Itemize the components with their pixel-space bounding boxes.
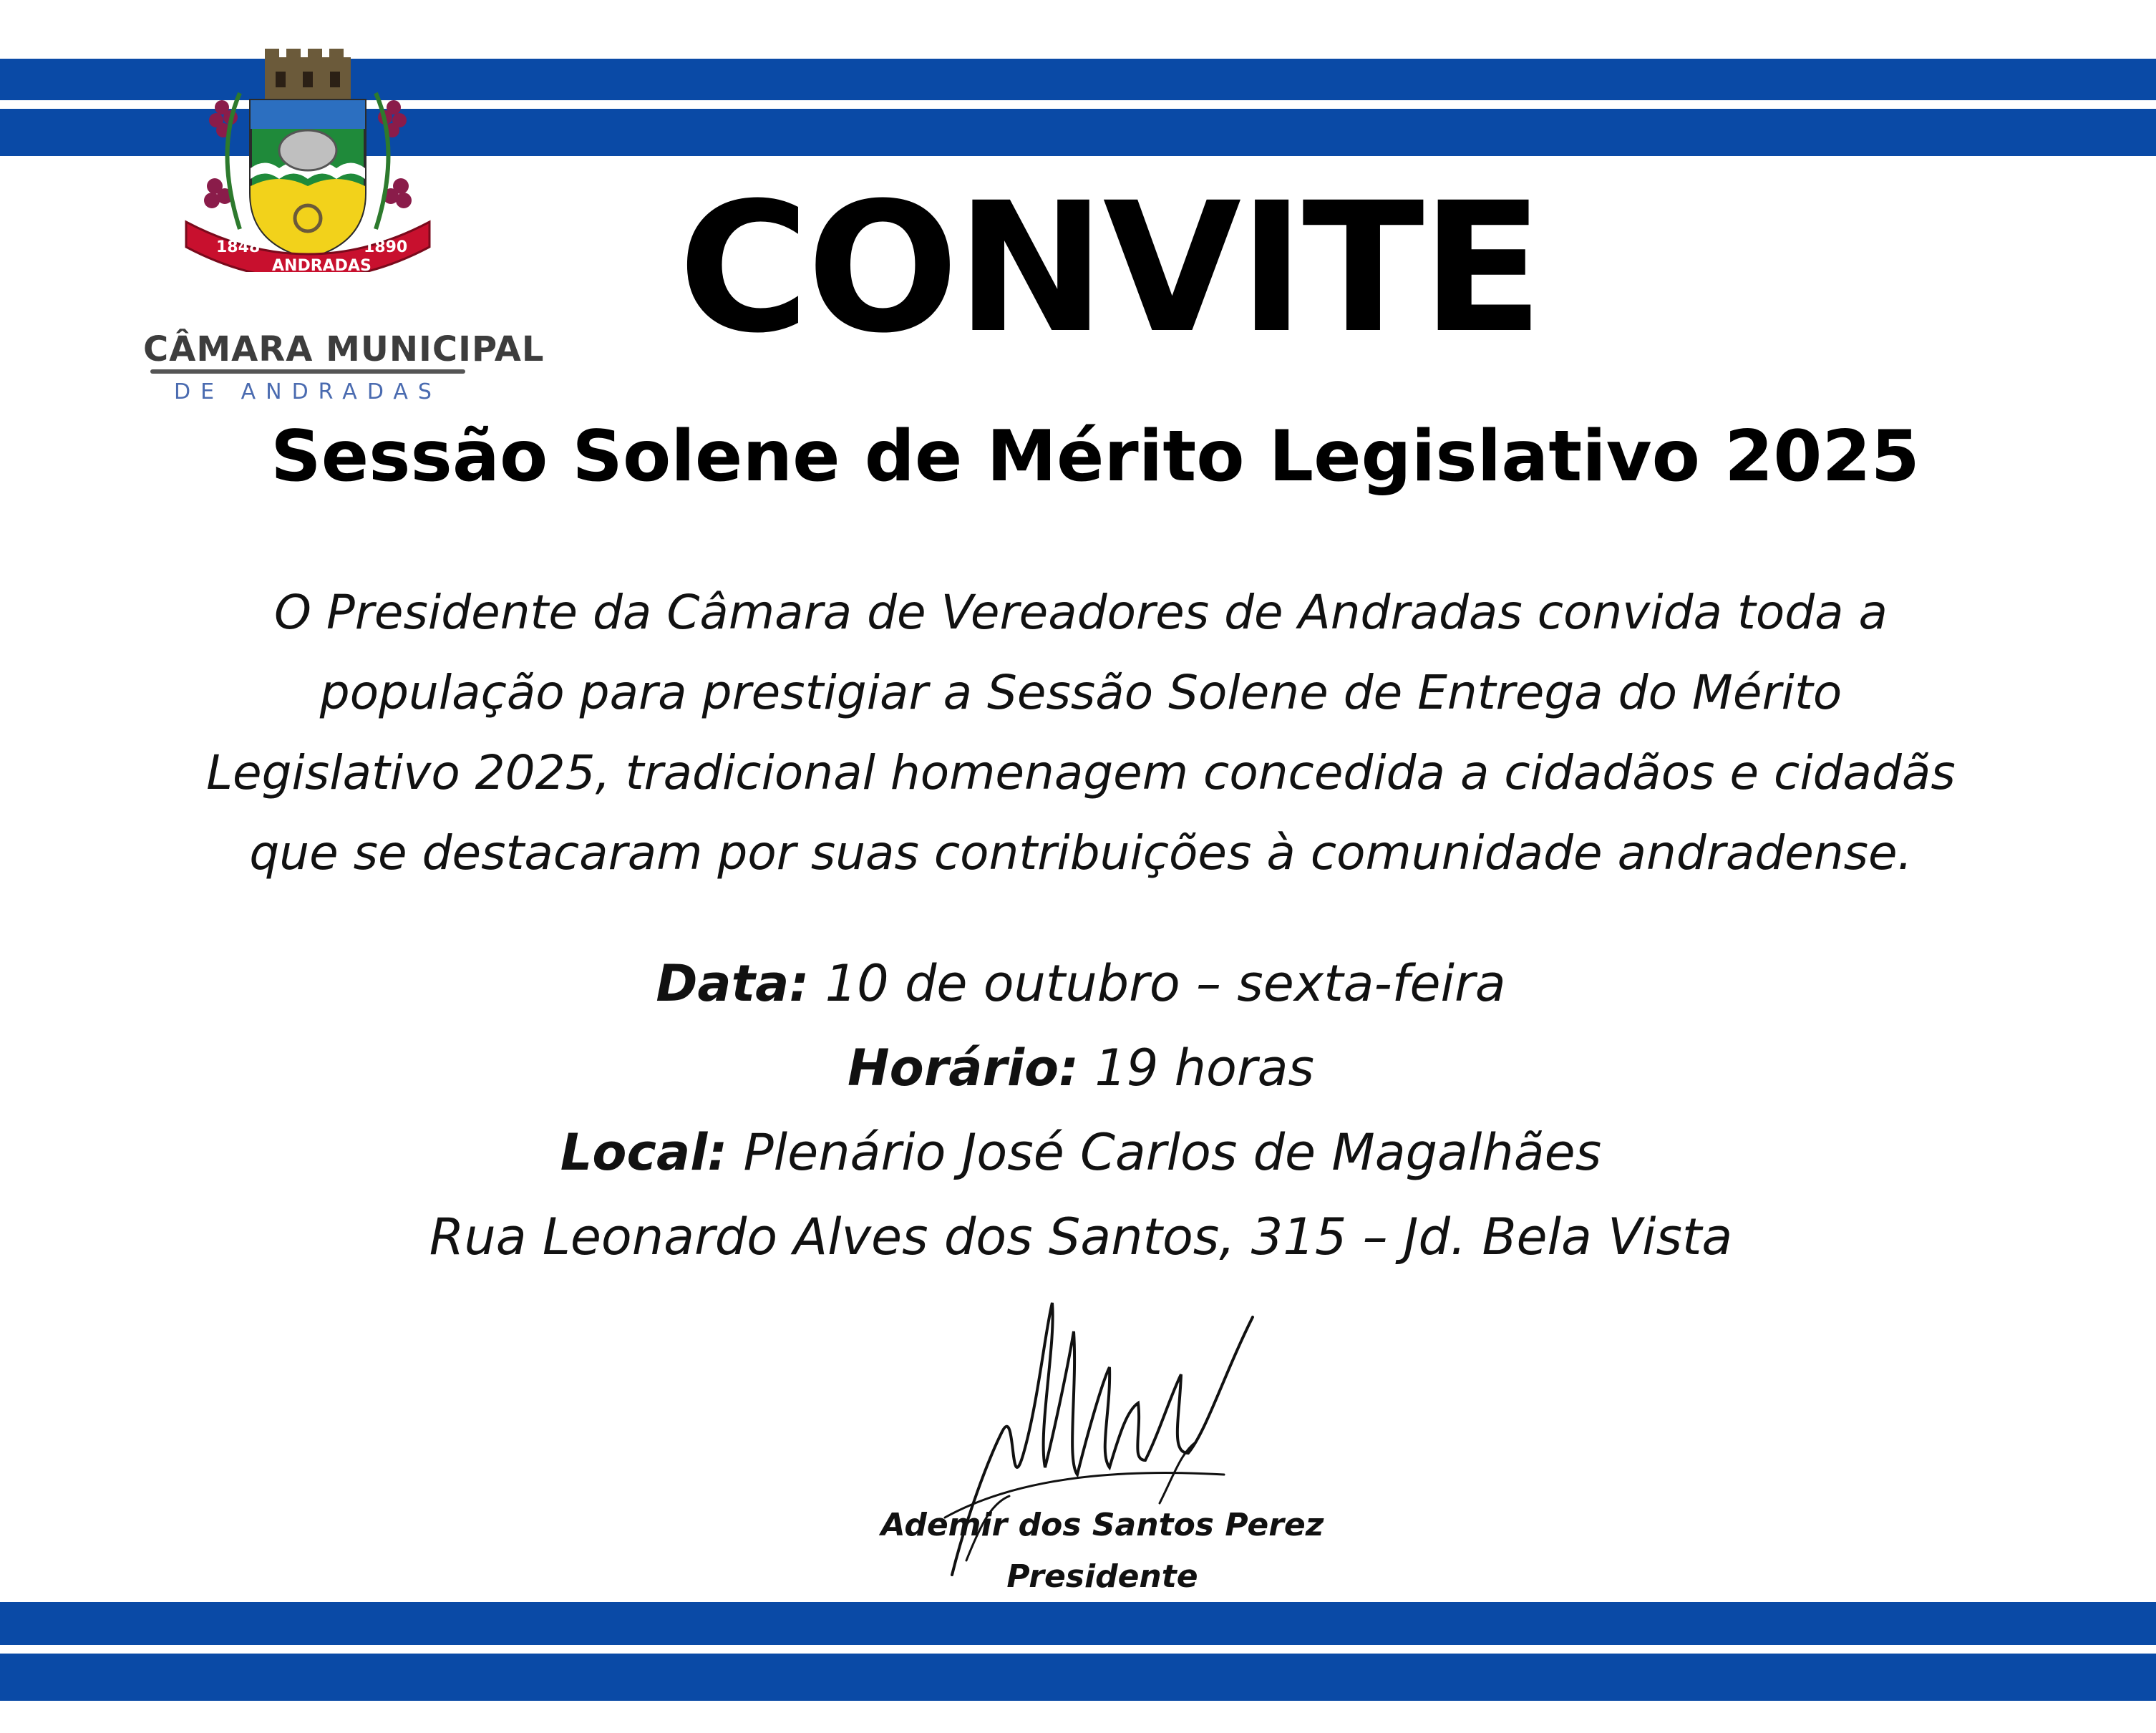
event-details bbox=[129, 941, 2033, 1279]
time-label: Horário: bbox=[848, 1039, 1079, 1097]
logo-subtitle: DE ANDRADAS bbox=[174, 379, 442, 404]
logo-underline bbox=[150, 369, 465, 374]
banner-left-year: 1848 bbox=[216, 238, 261, 256]
camara-municipal-logo bbox=[143, 43, 545, 404]
body-line: O Presidente da Câmara de Vereadores de Andradas convida toda a bbox=[274, 585, 1888, 640]
banner-right-year: 1890 bbox=[364, 238, 408, 256]
time-line bbox=[129, 1026, 2033, 1110]
address-line: Rua Leonardo Alves dos Santos, 315 – Jd. Bela Vista bbox=[429, 1208, 1733, 1266]
date-value: 10 de outubro – sexta-feira bbox=[809, 954, 1506, 1013]
date-line bbox=[129, 941, 2033, 1026]
bottom-blue-band-lower bbox=[0, 1654, 2156, 1701]
place-value: Plenário José Carlos de Magalhães bbox=[727, 1123, 1602, 1182]
page-title: CONVITE bbox=[678, 164, 1541, 372]
body-line: que se destacaram por suas contribuições à comunidade andradense. bbox=[249, 825, 1913, 880]
bottom-blue-band-upper bbox=[0, 1602, 2156, 1645]
banner-text: ANDRADAS bbox=[272, 257, 372, 272]
coat-of-arms-icon bbox=[172, 43, 444, 272]
body-line: Legislativo 2025, tradicional homenagem concedida a cidadãos e cidadãs bbox=[206, 745, 1956, 800]
signer-name: Ademir dos Santos Perez bbox=[880, 1507, 1324, 1543]
signer-block bbox=[787, 1500, 1417, 1603]
place-line bbox=[129, 1110, 2033, 1195]
event-subtitle: Sessão Solene de Mérito Legislativo 2025 bbox=[271, 416, 1920, 497]
signer-role: Presidente bbox=[1006, 1558, 1198, 1595]
logo-name: CÂMARA MUNICIPAL bbox=[143, 329, 545, 369]
invitation-body bbox=[129, 573, 2033, 893]
body-line: população para prestigiar a Sessão Solene de Entrega do Mérito bbox=[319, 665, 1842, 720]
place-label: Local: bbox=[560, 1123, 728, 1182]
date-label: Data: bbox=[656, 954, 810, 1013]
time-value: 19 horas bbox=[1079, 1039, 1314, 1097]
